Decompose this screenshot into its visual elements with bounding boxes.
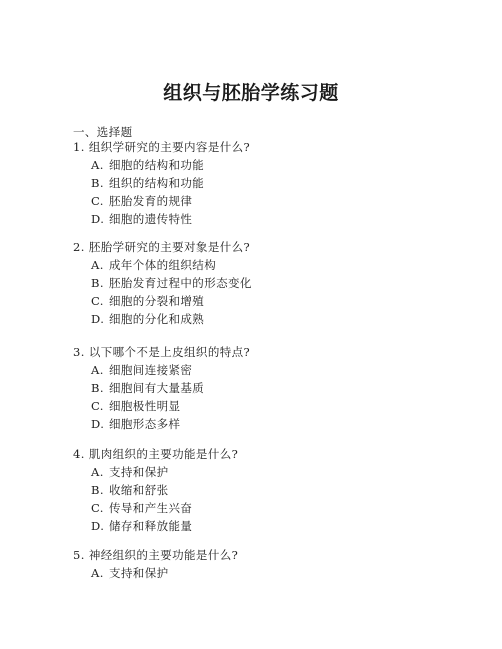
option-text: 支持和保护 (109, 566, 169, 580)
option-a (73, 156, 473, 174)
option-text: 细胞极性明显 (109, 399, 181, 413)
option-text: 储存和释放能量 (109, 519, 193, 533)
option-label: C. (91, 294, 104, 308)
option-label: B. (91, 381, 104, 395)
option-text: 细胞形态多样 (109, 417, 181, 431)
option-text: 细胞的分裂和增殖 (109, 294, 205, 308)
option-label: A. (91, 158, 104, 172)
option-a (73, 463, 473, 481)
option-a (73, 361, 473, 379)
question-5 (73, 546, 473, 582)
option-c (73, 397, 473, 415)
option-c (73, 192, 473, 210)
option-d (73, 415, 473, 433)
option-text: 细胞的遗传特性 (109, 212, 193, 226)
option-c (73, 499, 473, 517)
option-text: 细胞的分化和成熟 (109, 312, 205, 326)
option-label: B. (91, 483, 104, 497)
option-label: B. (91, 276, 104, 290)
option-label: D. (91, 519, 105, 533)
option-label: B. (91, 176, 104, 190)
question-stem: 2. 胚胎学研究的主要对象是什么? (73, 240, 251, 254)
option-label: A. (91, 258, 104, 272)
option-d (73, 210, 473, 228)
option-a (73, 256, 473, 274)
option-text: 成年个体的组织结构 (109, 258, 217, 272)
option-b (73, 174, 473, 192)
question-stem: 1. 组织学研究的主要内容是什么? (73, 140, 251, 154)
page-title: 组织与胚胎学练习题 (163, 82, 339, 104)
option-text: 支持和保护 (109, 465, 169, 479)
question-stem: 5. 神经组织的主要功能是什么? (73, 548, 239, 562)
option-label: A. (91, 566, 104, 580)
option-b (73, 274, 473, 292)
option-d (73, 310, 473, 328)
option-b (73, 379, 473, 397)
question-stem: 3. 以下哪个不是上皮组织的特点? (73, 345, 251, 359)
question-3 (73, 343, 473, 433)
option-text: 细胞的结构和功能 (109, 158, 205, 172)
option-b (73, 481, 473, 499)
option-text: 细胞间连接紧密 (109, 363, 193, 377)
option-text: 收缩和舒张 (109, 483, 169, 497)
option-label: C. (91, 399, 104, 413)
question-4 (73, 445, 473, 535)
option-text: 胚胎发育过程中的形态变化 (109, 276, 252, 290)
option-label: C. (91, 501, 104, 515)
option-d (73, 517, 473, 535)
option-label: A. (91, 363, 104, 377)
option-label: D. (91, 312, 105, 326)
option-label: D. (91, 212, 105, 226)
option-label: C. (91, 194, 104, 208)
question-2 (73, 238, 473, 328)
option-label: D. (91, 417, 105, 431)
question-1 (73, 138, 473, 228)
option-text: 细胞间有大量基质 (109, 381, 205, 395)
option-a (73, 564, 473, 582)
option-text: 组织的结构和功能 (109, 176, 205, 190)
option-text: 传导和产生兴奋 (109, 501, 193, 515)
option-c (73, 292, 473, 310)
section-heading: 一、选择题 (73, 125, 133, 139)
option-label: A. (91, 465, 104, 479)
option-text: 胚胎发育的规律 (109, 194, 193, 208)
question-stem: 4. 肌肉组织的主要功能是什么? (73, 447, 239, 461)
